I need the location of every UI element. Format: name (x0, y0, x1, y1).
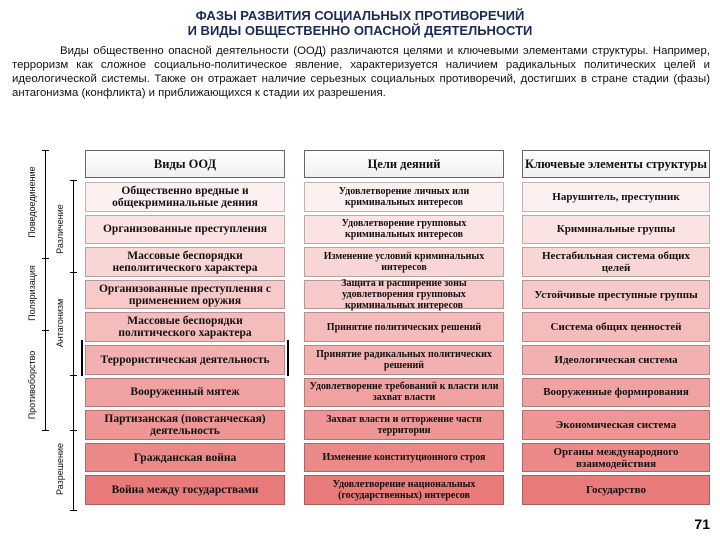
terror-bracket (81, 340, 83, 376)
cell-type: Общественно вредные и общекриминальные деяния (85, 182, 285, 212)
phase-label-resolution: Разрешение (55, 443, 65, 495)
inner-phase-axis (73, 180, 74, 510)
cell-element: Устойчивые преступные группы (522, 280, 710, 310)
cell-element: Нарушитель, преступник (522, 182, 710, 212)
intro-paragraph: Виды общественно опасной деятельности (ООД) различаются целями и ключевыми элементами структуры. Например, терроризм как сложное социально-политическое явление, характеризуется наличием радикальных политических целей и идеологической системы. Также он отражает наличие серьезных социальных противоречий, достигших в стране стадии (фазы) антагонизма (конфликта) и приближающихся к стадии их разрешения. (12, 45, 710, 99)
page-number: 71 (694, 516, 710, 532)
cell-goal: Принятие политических решений (304, 312, 504, 342)
cell-element: Вооруженные формирования (522, 378, 710, 408)
cell-goal: Удовлетворение требований к власти или захват власти (304, 378, 504, 408)
header-elements: Ключевые элементы структуры (522, 150, 710, 178)
cell-goal: Удовлетворение национальных (государственных) интересов (304, 475, 504, 505)
cell-type: Организованные преступления с применением оружия (85, 280, 285, 310)
cell-goal: Защита и расширение зоны удовлетворения групповых криминальных интересов (304, 280, 504, 310)
cell-element: Органы международного взаимодействия (522, 443, 710, 473)
cell-goal: Захват власти и отторжение части территории (304, 410, 504, 440)
title-line-2: И ВИДЫ ОБЩЕСТВЕННО ОПАСНОЙ ДЕЯТЕЛЬНОСТИ (187, 23, 533, 38)
cell-type: Война между государствами (85, 475, 285, 505)
cell-type: Массовые беспорядки политического характера (85, 312, 285, 342)
header-types: Виды ООД (85, 150, 285, 178)
cell-type: Партизанская (повстанческая) деятельность (85, 410, 285, 440)
phase-label-antagonism: Антагонизм (55, 298, 65, 348)
cell-type: Организованные преступления (85, 215, 285, 245)
cell-element: Государство (522, 475, 710, 505)
phase-label-distinction: Различение (55, 204, 65, 254)
cell-goal: Изменение конституционного строя (304, 443, 504, 473)
phase-label-unification: Поведоединение (27, 166, 37, 238)
cell-goal: Удовлетворение личных или криминальных интересов (304, 182, 504, 212)
cell-element: Нестабильная система общих целей (522, 247, 710, 277)
cell-type: Массовые беспорядки неполитического характера (85, 247, 285, 277)
cell-element: Экономическая система (522, 410, 710, 440)
slide-title (0, 8, 720, 38)
cell-goal: Изменение условий криминальных интересов (304, 247, 504, 277)
header-goals: Цели деяний (304, 150, 504, 178)
cell-type: Террористическая деятельность (85, 345, 285, 375)
title-line-1: ФАЗЫ РАЗВИТИЯ СОЦИАЛЬНЫХ ПРОТИВОРЕЧИЙ (195, 8, 525, 23)
cell-element: Идеологическая система (522, 345, 710, 375)
cell-type: Вооруженный мятеж (85, 378, 285, 408)
cell-element: Система общих ценностей (522, 312, 710, 342)
cell-element: Криминальные группы (522, 215, 710, 245)
cell-type: Гражданская война (85, 443, 285, 473)
phase-label-confrontation: Противоборство (27, 350, 37, 420)
phase-label-polarization: Поляризация (27, 265, 37, 321)
cell-goal: Принятие радикальных политических решений (304, 345, 504, 375)
outer-phase-axis (45, 150, 46, 430)
cell-goal: Удовлетворение групповых криминальных интересов (304, 215, 504, 245)
